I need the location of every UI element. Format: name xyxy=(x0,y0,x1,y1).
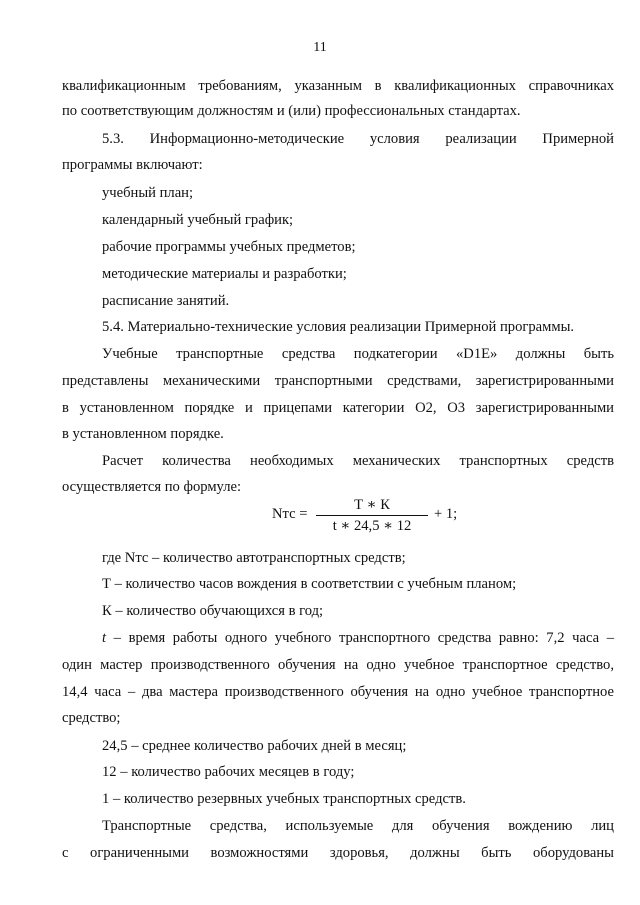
list-item: рабочие программы учебных предметов; xyxy=(102,239,356,255)
formula-denominator: t ∗ 24,5 ∗ 12 xyxy=(332,518,412,534)
text-line: квалификационным требованиям, указанным в квалификационных справочниках xyxy=(62,78,614,94)
fraction-bar xyxy=(316,515,428,516)
text-line: один мастер производственного обучения на одно учебное транспортное средство, xyxy=(62,657,614,673)
text-line: в установленном порядке и прицепами категории О2, О3 зарегистрированными xyxy=(62,400,614,416)
text-line: по соответствующим должностям и (или) профессиональных стандартах. xyxy=(62,103,521,119)
list-item: календарный учебный график; xyxy=(102,212,294,228)
section-heading-5-4: 5.4. Материально-технические условия реализации Примерной программы. xyxy=(102,319,575,335)
section-heading-5-3: 5.3. Информационно-методические условия реализации Примерной xyxy=(102,131,614,147)
text-line: с ограниченными возможностями здоровья, должны быть оборудованы xyxy=(62,845,614,861)
formula-lhs: Nтс = xyxy=(272,506,308,522)
definition-line: 24,5 – среднее количество рабочих дней в месяц; xyxy=(102,738,407,754)
vehicle-count-formula xyxy=(0,496,640,536)
page-number: 11 xyxy=(313,40,327,55)
definition-line: Т – количество часов вождения в соответствии с учебным планом; xyxy=(102,576,517,592)
list-item: учебный план; xyxy=(102,185,194,201)
definition-line: 1 – количество резервных учебных транспортных средств. xyxy=(102,791,466,807)
text-line: в установленном порядке. xyxy=(62,426,224,442)
text-line: средство; xyxy=(62,710,121,726)
formula-rhs: + 1; xyxy=(434,506,458,522)
text-line: 14,4 часа – два мастера производственного обучения на одно учебное транспортное xyxy=(62,684,614,700)
definition-line: где Nтс – количество автотранспортных средств; xyxy=(102,550,406,566)
definition-line: К – количество обучающихся в год; xyxy=(102,603,324,619)
list-item: методические материалы и разработки; xyxy=(102,266,347,282)
text-line: программы включают: xyxy=(62,157,203,173)
formula-fraction xyxy=(316,496,428,535)
list-item: расписание занятий. xyxy=(102,293,230,309)
text-line: Транспортные средства, используемые для обучения вождению лиц xyxy=(102,818,614,834)
text-line: Учебные транспортные средства подкатегории «D1E» должны быть xyxy=(102,346,614,362)
definition-line: 12 – количество рабочих месяцев в году; xyxy=(102,764,355,780)
text-line: осуществляется по формуле: xyxy=(62,479,242,495)
text-line: представлены механическими транспортными средствами, зарегистрированными xyxy=(62,373,614,389)
text-line: Расчет количества необходимых механических транспортных средств xyxy=(102,453,614,469)
t-symbol: t xyxy=(102,630,107,646)
definition-line: t – время работы одного учебного транспортного средства равно: 7,2 часа – xyxy=(102,630,614,646)
formula-numerator: Т ∗ К xyxy=(354,497,390,513)
